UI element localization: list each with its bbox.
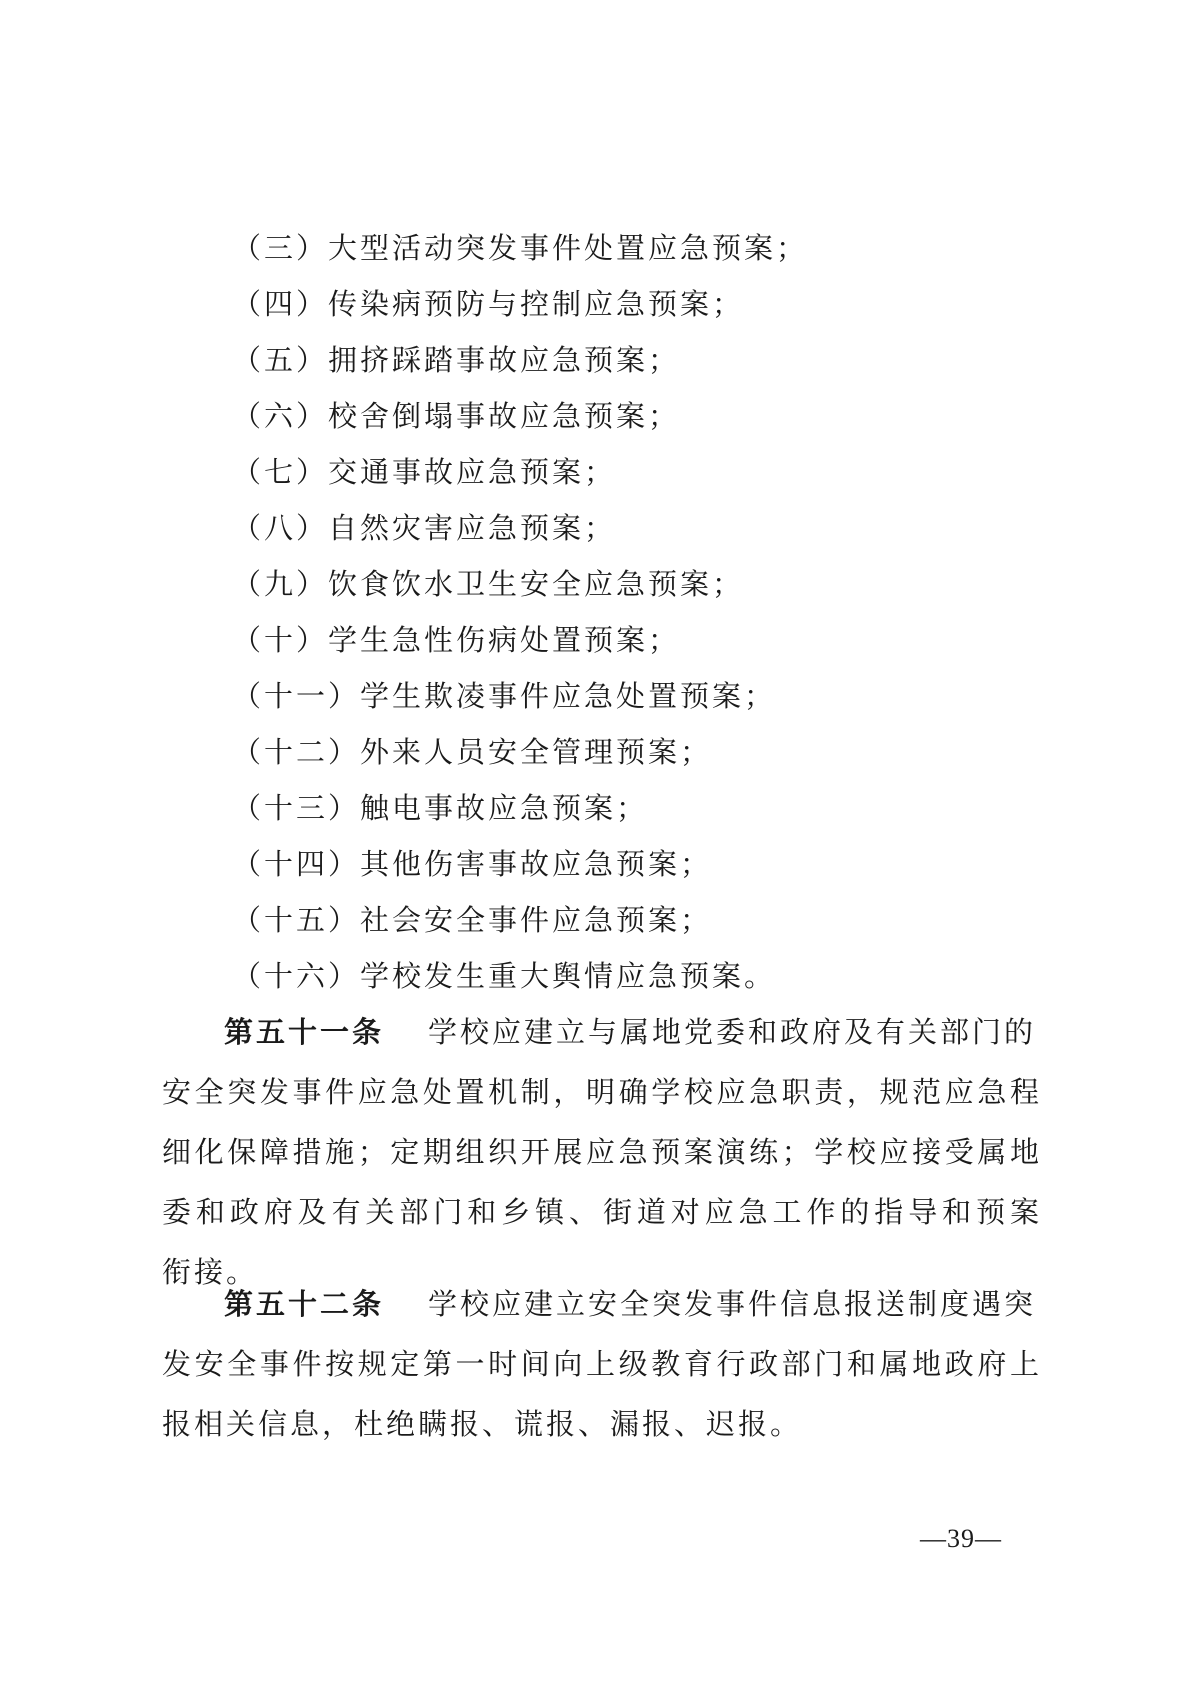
list-item: （十五）社会安全事件应急预案；	[232, 903, 713, 937]
article-line: 安全突发事件应急处置机制，明确学校应急职责，规范应急程	[162, 1075, 1042, 1109]
list-item: （十二）外来人员安全管理预案；	[232, 735, 713, 769]
list-item: （十六）学校发生重大舆情应急预案。	[232, 959, 777, 993]
list-item: （九）饮食饮水卫生安全应急预案；	[232, 567, 745, 601]
article-line: 发安全事件按规定第一时间向上级教育行政部门和属地政府上	[162, 1347, 1042, 1381]
article-line	[162, 1274, 1042, 1334]
list-item: （十三）触电事故应急预案；	[232, 791, 649, 825]
list-item: （四）传染病预防与控制应急预案；	[232, 287, 745, 321]
article-52	[162, 1274, 1042, 1454]
list-item: （十）学生急性伤病处置预案；	[232, 623, 681, 657]
article-line: 报相关信息，杜绝瞒报、谎报、漏报、迟报。	[162, 1407, 803, 1441]
page-number: —39—	[920, 1524, 1002, 1553]
list-item: （七）交通事故应急预案；	[232, 455, 617, 489]
article-line: 细化保障措施；定期组织开展应急预案演练；学校应接受属地	[162, 1135, 1042, 1169]
article-text: 学校应建立与属地党委和政府及有关部门的	[428, 1015, 1037, 1049]
list-item: （三）大型活动突发事件处置应急预案；	[232, 231, 809, 265]
list-item: （六）校舍倒塌事故应急预案；	[232, 399, 681, 433]
emergency-plan-list	[232, 220, 1052, 1004]
article-line	[162, 1002, 1042, 1062]
article-line: 委和政府及有关部门和乡镇、街道对应急工作的指导和预案	[162, 1195, 1042, 1229]
article-heading: 第五十二条	[224, 1287, 385, 1321]
article-51	[162, 1002, 1042, 1302]
article-heading: 第五十一条	[224, 1015, 385, 1049]
list-item: （五）拥挤踩踏事故应急预案；	[232, 343, 681, 377]
article-line: 衔接。	[162, 1255, 259, 1289]
list-item: （八）自然灾害应急预案；	[232, 511, 617, 545]
list-item: （十一）学生欺凌事件应急处置预案；	[232, 679, 777, 713]
list-item: （十四）其他伤害事故应急预案；	[232, 847, 713, 881]
article-text: 学校应建立安全突发事件信息报送制度遇突	[428, 1287, 1037, 1321]
